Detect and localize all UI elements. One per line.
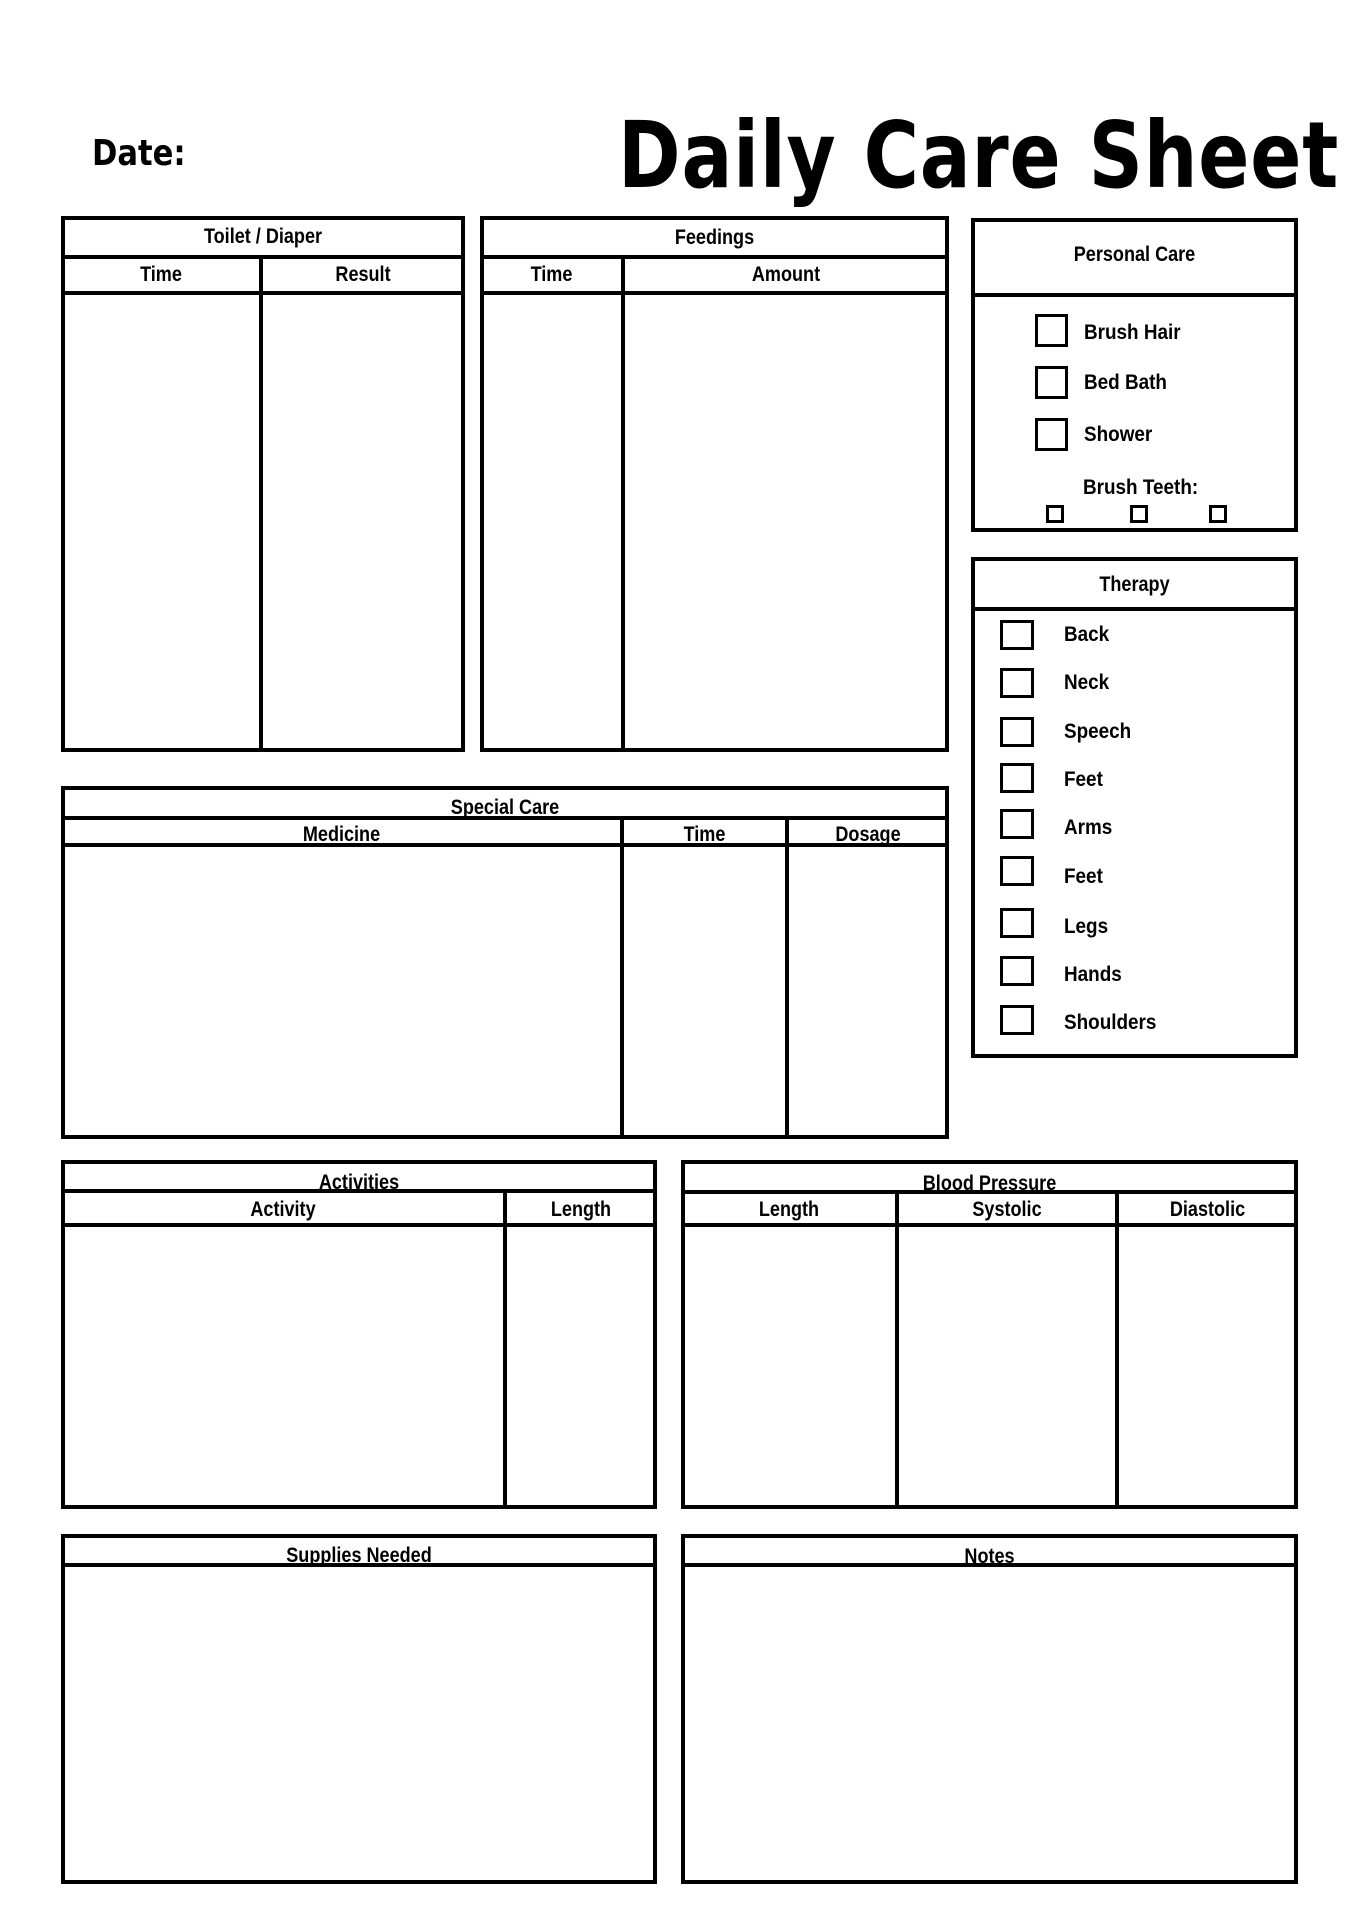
label-back: Back xyxy=(1064,623,1110,646)
label-feet-2: Feet xyxy=(1064,865,1103,888)
date-field[interactable] xyxy=(190,140,470,174)
diastolic-cell[interactable] xyxy=(1119,1227,1294,1505)
dosage-cell[interactable] xyxy=(789,847,945,1135)
personal-care-title: Personal Care xyxy=(1073,243,1196,266)
checkbox-shoulders[interactable] xyxy=(1000,1005,1034,1035)
checkbox-brush-teeth-2[interactable] xyxy=(1130,505,1148,523)
supplies-title: Supplies Needed xyxy=(286,1544,432,1567)
checkbox-legs[interactable] xyxy=(1000,908,1034,938)
checkbox-bed-bath[interactable] xyxy=(1035,366,1068,399)
label-shoulders: Shoulders xyxy=(1064,1011,1157,1034)
checkbox-arms[interactable] xyxy=(1000,809,1034,839)
feedings-amount-cell[interactable] xyxy=(625,295,945,748)
checkbox-brush-teeth-3[interactable] xyxy=(1209,505,1227,523)
column-header-result: Result xyxy=(335,263,391,286)
checkbox-feet-2[interactable] xyxy=(1000,856,1034,886)
label-feet: Feet xyxy=(1064,768,1103,791)
divider xyxy=(480,255,949,259)
activities-title: Activities xyxy=(318,1171,400,1194)
checkbox-brush-hair[interactable] xyxy=(1035,314,1068,347)
toilet-time-cell[interactable] xyxy=(65,295,259,748)
column-header-length: Length xyxy=(758,1198,820,1221)
activity-cell[interactable] xyxy=(65,1227,503,1505)
column-header-medicine: Medicine xyxy=(302,823,381,846)
bp-length-cell[interactable] xyxy=(685,1227,895,1505)
date-label: Date: xyxy=(92,133,186,174)
column-header-time: Time xyxy=(530,263,573,286)
column-header-activity: Activity xyxy=(250,1198,316,1221)
divider xyxy=(971,607,1298,611)
divider xyxy=(61,255,465,259)
checkbox-neck[interactable] xyxy=(1000,668,1034,698)
supplies-textarea[interactable] xyxy=(65,1567,653,1880)
column-header-systolic: Systolic xyxy=(972,1198,1042,1221)
checkbox-speech[interactable] xyxy=(1000,717,1034,747)
notes-title: Notes xyxy=(964,1545,1015,1568)
systolic-cell[interactable] xyxy=(899,1227,1115,1505)
label-bed-bath: Bed Bath xyxy=(1084,371,1167,394)
label-speech: Speech xyxy=(1064,720,1132,743)
column-header-dosage: Dosage xyxy=(835,823,901,846)
notes-textarea[interactable] xyxy=(685,1567,1294,1880)
page-title: Daily Care Sheet xyxy=(618,102,1340,209)
label-neck: Neck xyxy=(1064,671,1110,694)
checkbox-hands[interactable] xyxy=(1000,956,1034,986)
label-hands: Hands xyxy=(1064,963,1122,986)
toilet-title: Toilet / Diaper xyxy=(203,225,323,248)
column-header-length: Length xyxy=(550,1198,612,1221)
label-brush-hair: Brush Hair xyxy=(1084,321,1181,344)
feedings-title: Feedings xyxy=(674,226,755,249)
column-header-amount: Amount xyxy=(751,263,821,286)
checkbox-shower[interactable] xyxy=(1035,418,1068,451)
activity-length-cell[interactable] xyxy=(507,1227,653,1505)
special-care-time-cell[interactable] xyxy=(624,847,785,1135)
column-header-time: Time xyxy=(140,263,182,286)
checkbox-brush-teeth-1[interactable] xyxy=(1046,505,1064,523)
label-brush-teeth: Brush Teeth: xyxy=(1083,476,1199,499)
column-header-time: Time xyxy=(683,823,726,846)
checkbox-feet[interactable] xyxy=(1000,763,1034,793)
checkbox-back[interactable] xyxy=(1000,620,1034,650)
toilet-result-cell[interactable] xyxy=(263,295,461,748)
feedings-time-cell[interactable] xyxy=(484,295,621,748)
label-shower: Shower xyxy=(1084,423,1153,446)
label-legs: Legs xyxy=(1064,915,1109,938)
divider xyxy=(971,293,1298,297)
medicine-cell[interactable] xyxy=(65,847,620,1135)
special-care-title: Special Care xyxy=(450,796,560,819)
therapy-title: Therapy xyxy=(1099,573,1170,596)
label-arms: Arms xyxy=(1064,816,1113,839)
blood-pressure-title: Blood Pressure xyxy=(922,1172,1057,1195)
column-header-diastolic: Diastolic xyxy=(1169,1198,1246,1221)
